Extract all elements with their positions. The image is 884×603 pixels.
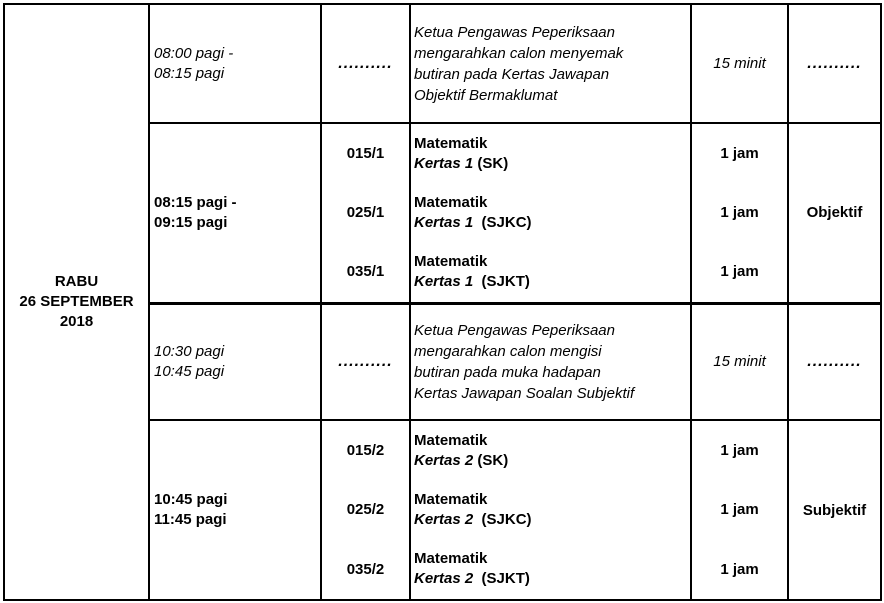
paper-type-cell: Subjektif xyxy=(788,420,881,600)
paper-code: 015/2 xyxy=(346,442,385,460)
subject-name: Matematik xyxy=(414,550,488,568)
time-end: 09:15 pagi xyxy=(154,213,228,231)
time-end: 10:45 pagi xyxy=(154,362,225,380)
time-cell xyxy=(149,303,321,420)
school-type: (SK) xyxy=(477,451,509,469)
paper-number: Kertas 2 xyxy=(414,451,474,469)
instruction-line: Objektif Bermaklumat xyxy=(414,86,558,104)
paper-code: 025/1 xyxy=(346,204,385,222)
exam-year: 2018 xyxy=(59,313,94,330)
paper-number: Kertas 1 xyxy=(414,272,474,290)
time-cell xyxy=(149,420,321,600)
time-start: 08:15 pagi - xyxy=(154,193,237,211)
paper-type-placeholder: .......... xyxy=(788,303,881,420)
paper-code: 015/1 xyxy=(346,145,385,163)
instruction-line: mengarahkan calon menyemak xyxy=(414,44,624,62)
exam-schedule-table xyxy=(3,3,882,601)
subject-name: Matematik xyxy=(414,252,488,270)
school-type: (SJKT) xyxy=(481,570,530,588)
instruction-line: butiran pada Kertas Jawapan xyxy=(414,65,610,83)
paper-code-placeholder: .......... xyxy=(321,303,410,420)
exam-date-cell xyxy=(4,4,149,600)
school-type: (SK) xyxy=(477,154,509,172)
instruction-line: butiran pada muka hadapan xyxy=(414,363,601,381)
school-type: (SJKC) xyxy=(481,213,532,231)
paper-duration: 1 jam xyxy=(720,204,759,222)
subject-entry xyxy=(414,549,690,589)
instruction-line: mengarahkan calon mengisi xyxy=(414,342,602,360)
paper-code: 025/2 xyxy=(346,501,385,519)
paper-code: 035/1 xyxy=(346,263,385,281)
school-type: (SJKT) xyxy=(481,272,530,290)
instruction-cell xyxy=(410,303,691,420)
exam-day: RABU xyxy=(54,273,99,290)
time-end: 08:15 pagi xyxy=(154,64,225,82)
paper-duration: 1 jam xyxy=(720,442,759,460)
subject-entry xyxy=(414,431,690,471)
time-cell xyxy=(149,4,321,123)
instruction-line: Kertas Jawapan Soalan Subjektif xyxy=(414,384,635,402)
subject-name: Matematik xyxy=(414,193,488,211)
paper-code-cell xyxy=(321,123,410,303)
paper-number: Kertas 2 xyxy=(414,510,474,528)
paper-number: Kertas 1 xyxy=(414,213,474,231)
paper-duration: 1 jam xyxy=(720,263,759,281)
duration-cell xyxy=(691,123,788,303)
school-type: (SJKC) xyxy=(481,510,532,528)
exam-day-month: 26 SEPTEMBER xyxy=(19,293,134,310)
paper-duration: 1 jam xyxy=(720,145,759,163)
time-end: 11:45 pagi xyxy=(154,511,227,528)
instruction-line: Ketua Pengawas Peperiksaan xyxy=(414,23,615,41)
subject-name: Matematik xyxy=(414,431,488,449)
subject-entry xyxy=(414,134,690,174)
subject-entry xyxy=(414,193,690,233)
time-start: 10:30 pagi xyxy=(154,342,225,360)
paper-type-placeholder: .......... xyxy=(788,4,881,123)
paper-code: 035/2 xyxy=(346,560,385,578)
paper-number: Kertas 1 xyxy=(414,154,474,172)
subject-name: Matematik xyxy=(414,490,488,508)
duration-cell: 15 minit xyxy=(691,303,788,420)
paper-duration: 1 jam xyxy=(720,560,759,578)
time-start: 08:00 pagi - xyxy=(154,44,234,62)
subject-entry xyxy=(414,252,690,292)
subject-cell xyxy=(410,123,691,303)
subject-name: Matematik xyxy=(414,134,488,152)
subject-entry xyxy=(414,490,690,530)
subject-cell xyxy=(410,420,691,600)
instruction-cell xyxy=(410,4,691,123)
paper-type-cell: Objektif xyxy=(788,123,881,303)
time-start: 10:45 pagi xyxy=(154,491,228,508)
duration-cell: 15 minit xyxy=(691,4,788,123)
paper-number: Kertas 2 xyxy=(414,570,474,588)
instruction-line: Ketua Pengawas Peperiksaan xyxy=(414,321,615,339)
duration-cell xyxy=(691,420,788,600)
time-cell xyxy=(149,123,321,303)
paper-duration: 1 jam xyxy=(720,501,759,519)
paper-code-cell xyxy=(321,420,410,600)
paper-code-placeholder: .......... xyxy=(321,4,410,123)
schedule-row-briefing-objective xyxy=(4,4,881,123)
